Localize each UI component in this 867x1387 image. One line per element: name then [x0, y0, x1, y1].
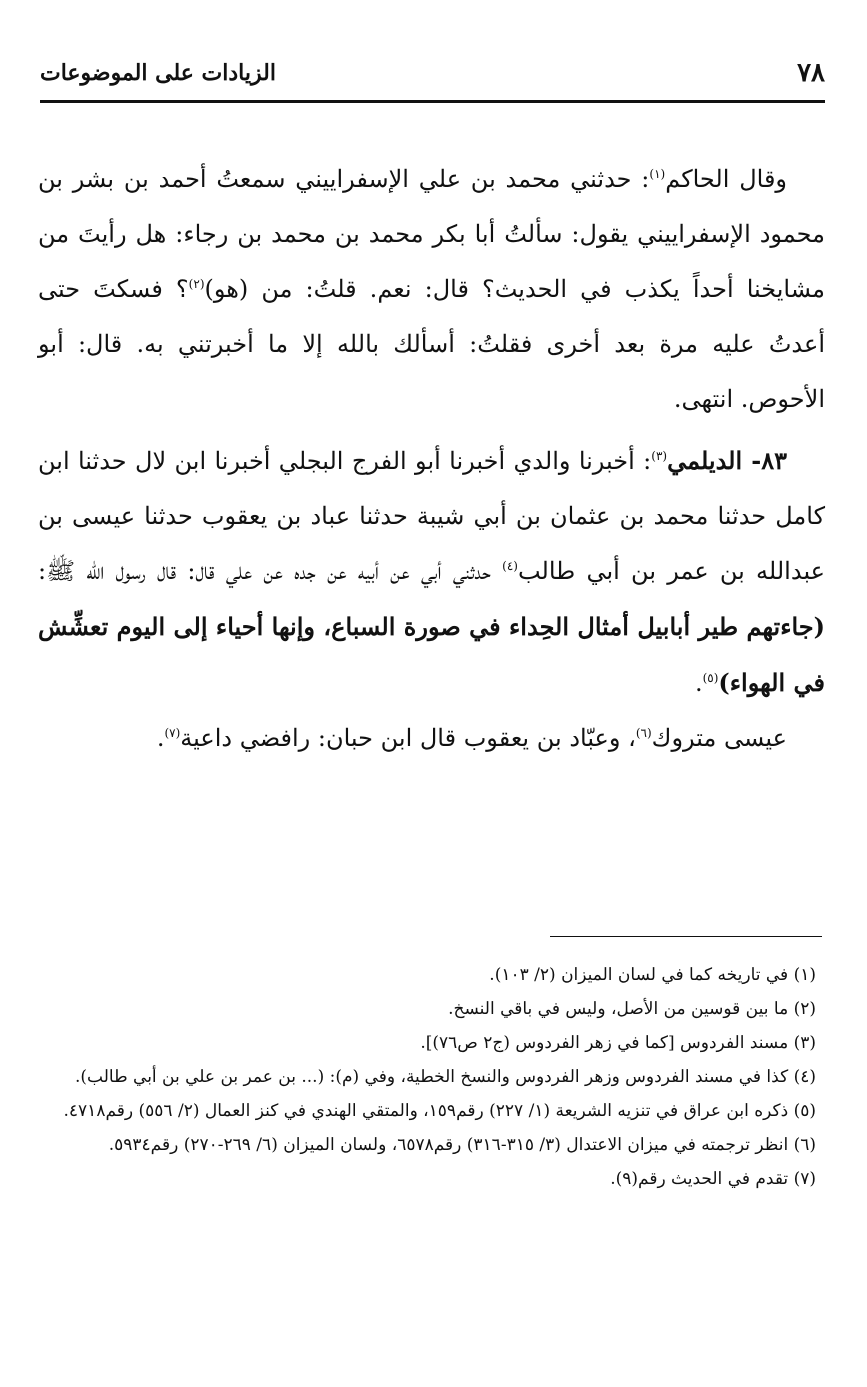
main-text — [38, 152, 825, 766]
footnote-4: (٤) كذا في مسند الفردوس وزهر الفردوس والنسخ الخطية، وفي (م): (... بن عمر بن علي بن أبي طالب). — [75, 1067, 816, 1087]
footnote-marker: (٢) — [188, 277, 205, 291]
paragraph-end: . — [156, 724, 165, 752]
paragraph-text: : أخبرنا والدي أخبرنا أبو الفرج البجلي أخبرنا ابن لال حدثنا ابن كامل حدثنا محمد بن عثمان بن أبي شيبة حدثنا عباد بن يعقوب حدثنا عيسى بن عبدالله بن عمر بن أبي طالب — [38, 447, 826, 585]
hadith-number-heading: ٨٣- الديلمي — [667, 446, 787, 475]
footnote-separator — [550, 936, 822, 937]
running-head — [40, 56, 825, 96]
paragraph-end: . — [694, 669, 703, 697]
footnote-marker: (٧) — [164, 726, 181, 740]
paragraph-hadith-83 — [38, 433, 825, 711]
footnote-7: (٧) تقدم في الحديث رقم(٩). — [610, 1169, 816, 1189]
footnote-3: (٣) مسند الفردوس [كما في زهر الفردوس (ج٢ ص٧٦)]. — [420, 1033, 816, 1053]
paragraph-text: عيسى متروك — [651, 724, 787, 752]
paragraph-hakim — [38, 152, 825, 427]
paragraph-text: ، وعبّاد بن يعقوب قال ابن حبان: رافضي داعية — [180, 724, 636, 752]
footnote-marker: (٥) — [702, 671, 719, 685]
footnote-1: (١) في تاريخه كما في لسان الميزان (٢/ ١٠٣). — [489, 965, 816, 985]
paragraph-text: : حدثني محمد بن علي الإسفراييني سمعتُ أحمد بن بشر بن محمود الإسفراييني يقول: سألتُ أبا بكر محمد بن محمد بن رجاء: هل رأيتَ من مشايخنا أحداً يكذب في الحديث؟ قال: نعم. قلتُ: من (هو) — [38, 165, 825, 303]
page-number: ٧٨ — [797, 58, 825, 88]
running-title: الزيادات على الموضوعات — [40, 60, 276, 86]
footnote-6: (٦) انظر ترجمته في ميزان الاعتدال (٣/ ٣١٥-٣١٦) رقم٦٥٧٨، ولسان الميزان (٦/ ٢٦٩-٢٧٠) رقم٥٩٣٤. — [108, 1135, 816, 1155]
paragraph-grading — [38, 711, 825, 766]
paragraph-text: ؟ فسكتَ حتى أعدتُ عليه مرة بعد أخرى فقلتُ: أسألك بالله إلا ما أخبرتني به. قال: أبو الأحوص. انتهى. — [38, 275, 825, 413]
footnote-5: (٥) ذكره ابن عراق في تنزيه الشريعة (١/ ٢٢٧) رقم١٥٩، والمتقي الهندي في كنز العمال (٢/ ٥٥٦) رقم٤٧١٨. — [63, 1101, 816, 1121]
footnote-marker: (٤) — [502, 559, 518, 573]
paragraph-text: حدثني أبي عن أبيه عن جده عن علي قال: قال رسول الله ﷺ: — [38, 557, 503, 585]
footnote-2: (٢) ما بين قوسين من الأصل، وليس في باقي النسخ. — [448, 999, 816, 1019]
footnotes — [40, 958, 822, 1196]
footnote-marker: (٣) — [651, 449, 668, 463]
footnote-marker: (٦) — [635, 726, 652, 740]
paragraph-lead: وقال الحاكم — [665, 165, 788, 193]
header-rule — [40, 100, 825, 103]
footnote-marker: (١) — [649, 167, 666, 181]
hadith-text: (جاءتهم طير أبابيل أمثال الحِداء في صورة السباع، وإنها أحياء إلى اليوم تعشِّش في الهواء) — [38, 612, 825, 697]
